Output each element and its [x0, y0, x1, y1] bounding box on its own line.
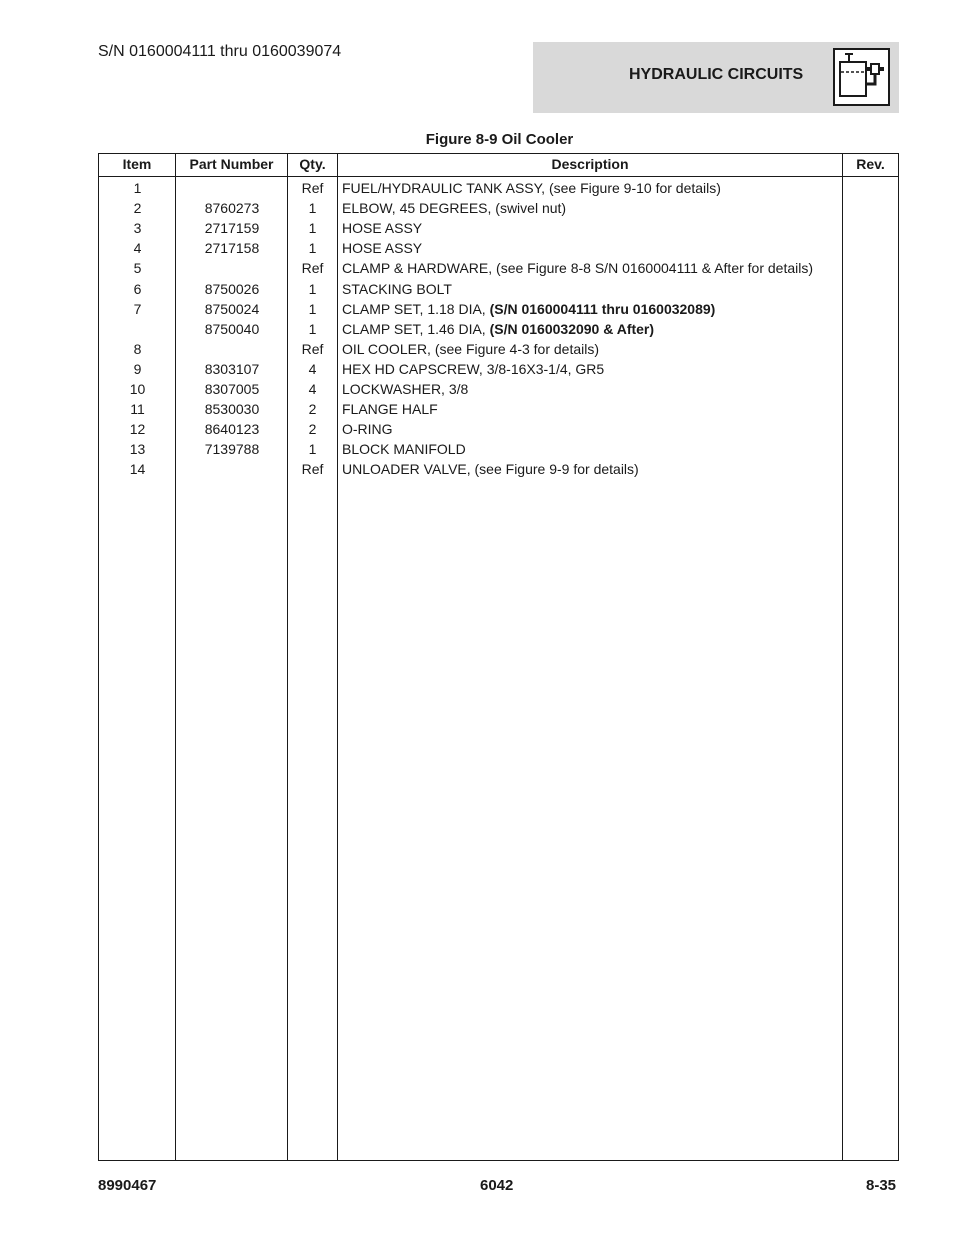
- table-row: [99, 359, 900, 379]
- item-number: 8: [133, 340, 142, 357]
- table-row: [99, 178, 900, 198]
- quantity: 2: [308, 401, 317, 418]
- part-number: 2717158: [204, 240, 260, 257]
- item-number: 1: [133, 180, 142, 196]
- column-header-description: Description: [551, 156, 629, 172]
- description-serial-note: (S/N 0160032090 & After): [489, 320, 655, 337]
- parts-table: [98, 153, 899, 1161]
- description-text: UNLOADER VALVE, (see Figure 9-9 for details): [342, 461, 639, 478]
- table-row: [99, 279, 900, 299]
- quantity: 1: [308, 320, 317, 337]
- table-row: [99, 459, 900, 479]
- description-text: STACKING BOLT: [342, 280, 452, 297]
- part-number: 8530030: [204, 401, 260, 418]
- description-text: BLOCK MANIFOLD: [342, 441, 466, 458]
- description: [342, 379, 842, 399]
- table-row: [99, 339, 900, 359]
- table-row: [99, 419, 900, 439]
- description: [342, 178, 842, 198]
- column-header-part-number: Part Number: [189, 156, 274, 172]
- item-number: 7: [133, 300, 142, 317]
- description: [342, 459, 842, 479]
- table-row: [99, 299, 900, 319]
- description-serial-note: (S/N 0160004111 thru 0160032089): [489, 300, 716, 317]
- part-number: 8750040: [204, 320, 260, 337]
- item-number: 14: [129, 461, 146, 478]
- description: [342, 258, 842, 278]
- description: [342, 319, 842, 339]
- item-number: 5: [133, 260, 142, 277]
- part-number: 8760273: [204, 200, 260, 217]
- hydraulic-tank-icon: [833, 48, 890, 106]
- item-number: 11: [130, 401, 145, 418]
- item-number: 9: [133, 360, 142, 377]
- item-number: 4: [133, 240, 142, 257]
- item-number: 6: [133, 280, 142, 297]
- part-number: 8750024: [204, 300, 260, 317]
- description-text: HEX HD CAPSCREW, 3/8-16X3-1/4, GR5: [342, 360, 605, 377]
- description-text: LOCKWASHER, 3/8: [342, 381, 469, 397]
- footer-document-number: 8990467: [98, 1177, 157, 1194]
- item-number: 13: [129, 441, 146, 458]
- quantity: Ref: [301, 180, 324, 196]
- description-text: OIL COOLER, (see Figure 4-3 for details): [342, 340, 600, 357]
- column-header-rev: Rev.: [856, 156, 885, 172]
- description-text: HOSE ASSY: [342, 220, 423, 237]
- table-row: [99, 258, 900, 278]
- description: [342, 359, 842, 379]
- table-row: [99, 439, 900, 459]
- part-number: 8750026: [204, 280, 260, 297]
- description: [342, 198, 842, 218]
- table-row: [99, 238, 900, 258]
- quantity: 1: [308, 300, 317, 317]
- quantity: 1: [308, 200, 317, 217]
- quantity: 4: [308, 360, 317, 377]
- footer-model-number: 6042: [480, 1177, 514, 1194]
- part-number: 7139788: [204, 441, 260, 458]
- description-text: CLAMP SET, 1.46 DIA,: [342, 320, 490, 337]
- part-number: 8303107: [204, 360, 260, 377]
- description: [342, 299, 842, 319]
- description: [342, 238, 842, 258]
- description-text: HOSE ASSY: [342, 240, 423, 257]
- quantity: 4: [308, 381, 317, 397]
- figure-title: Figure 8-9 Oil Cooler: [425, 131, 574, 148]
- item-number: 2: [133, 200, 142, 217]
- header-divider: [99, 176, 898, 177]
- section-title: HYDRAULIC CIRCUITS: [629, 66, 804, 83]
- table-row: [99, 319, 900, 339]
- item-number: 10: [129, 381, 146, 397]
- description-text: O-RING: [342, 421, 393, 438]
- table-row: [99, 379, 900, 399]
- quantity: 2: [308, 421, 317, 438]
- description: [342, 419, 842, 439]
- part-number: 2717159: [204, 220, 260, 237]
- description-text: CLAMP SET, 1.18 DIA,: [342, 300, 490, 317]
- item-number: 12: [129, 421, 146, 438]
- part-number: 8640123: [204, 421, 260, 438]
- quantity: Ref: [301, 340, 324, 357]
- quantity: Ref: [301, 260, 324, 277]
- column-header-qty: Qty.: [299, 156, 326, 172]
- quantity: 1: [308, 441, 317, 458]
- description-text: ELBOW, 45 DEGREES, (swivel nut): [342, 200, 567, 217]
- table-row: [99, 218, 900, 238]
- description: [342, 339, 842, 359]
- footer-page-number: 8-35: [866, 1177, 897, 1194]
- description: [342, 399, 842, 419]
- part-number: 8307005: [204, 381, 260, 397]
- section-banner: [533, 42, 899, 113]
- description: [342, 218, 842, 238]
- serial-range: S/N 0160004111 thru 0160039074: [98, 43, 342, 60]
- description-text: CLAMP & HARDWARE, (see Figure 8-8 S/N 0160004111 & After for details): [342, 260, 814, 277]
- quantity: 1: [308, 280, 317, 297]
- item-number: 3: [133, 220, 142, 237]
- description: [342, 279, 842, 299]
- quantity: 1: [308, 220, 317, 237]
- description-text: FUEL/HYDRAULIC TANK ASSY, (see Figure 9-10 for details): [342, 180, 721, 196]
- quantity: 1: [308, 240, 317, 257]
- table-row: [99, 399, 900, 419]
- description: [342, 439, 842, 459]
- column-header-item: Item: [122, 156, 152, 172]
- description-text: FLANGE HALF: [342, 401, 438, 418]
- table-row: [99, 198, 900, 218]
- quantity: Ref: [301, 461, 324, 478]
